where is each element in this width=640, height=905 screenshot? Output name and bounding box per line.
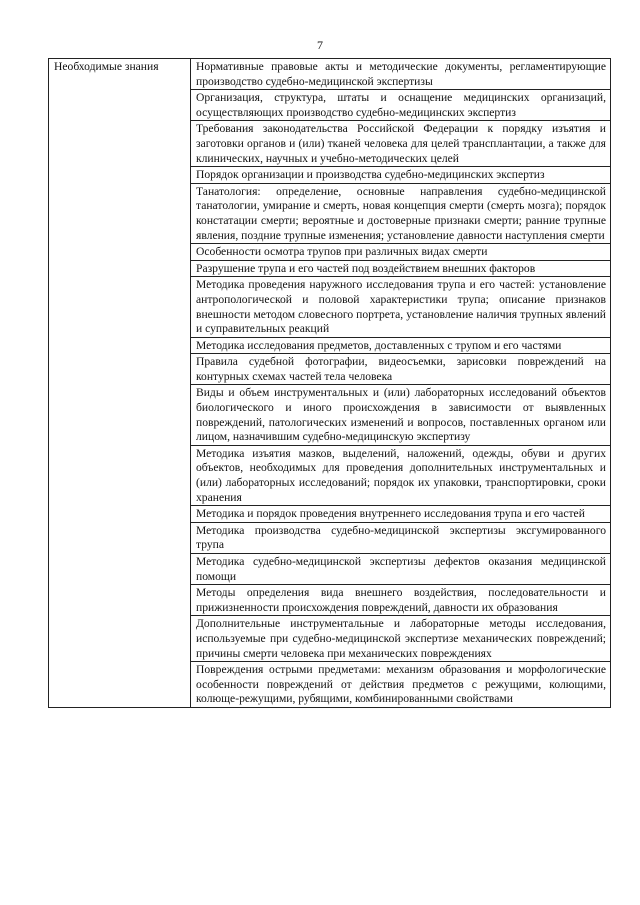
knowledge-item: Особенности осмотра трупов при различных видах смерти [191,244,611,261]
knowledge-item: Методика и порядок проведения внутреннего исследования трупа и его частей [191,506,611,523]
knowledge-item: Повреждения острыми предметами: механизм образования и морфологические особенности повреждений от действия предметов с режущими, колющими, колюще-режущими, рубящими, комбинированными свойствами [191,662,611,708]
knowledge-table [48,58,611,708]
knowledge-item: Порядок организации и производства судебно-медицинских экспертиз [191,167,611,184]
knowledge-item: Методика судебно-медицинской экспертизы дефектов оказания медицинской помощи [191,554,611,585]
table-row [49,59,611,90]
knowledge-item: Методика исследования предметов, доставленных с трупом и его частями [191,337,611,354]
knowledge-item: Нормативные правовые акты и методические документы, регламентирующие производство судебно-медицинской экспертизы [191,59,611,90]
knowledge-item: Методика производства судебно-медицинской экспертизы эксгумированного трупа [191,522,611,553]
page-number: 7 [317,38,323,52]
knowledge-item: Дополнительные инструментальные и лабораторные методы исследования, используемые при судебно-медицинской экспертизе механических повреждений; причины смерти человека при механических повреждениях [191,616,611,662]
knowledge-item: Организация, структура, штаты и оснащение медицинских организаций, осуществляющих производство судебно-медицинских экспертиз [191,90,611,121]
knowledge-item: Танатология: определение, основные направления судебно-медицинской танатологии, умирание и смерть, новая концепция смерти (смерть мозга); порядок констатации смерти; вероятные и достоверные признаки смерти; ранние трупные явления, поздние трупные изменения; установление давности наступления смерти [191,183,611,243]
knowledge-item: Методы определения вида внешнего воздействия, последовательности и прижизненности происхождения повреждений, давности их образования [191,585,611,616]
knowledge-item: Правила судебной фотографии, видеосъемки, зарисовки повреждений на контурных схемах частей тела человека [191,354,611,385]
knowledge-item: Виды и объем инструментальных и (или) лабораторных исследований объектов биологического и иного происхождения в зависимости от выявленных повреждений, патологических изменений и вопросов, поставленных органом или лицом, назначившим судебно-медицинскую экспертизу [191,385,611,445]
knowledge-item: Методика проведения наружного исследования трупа и его частей: установление антропологической и половой характеристики трупа; описание признаков внешности методом словесного портрета, установление наличия трупных явлений и суправительных реакций [191,277,611,337]
section-label: Необходимые знания [49,59,191,708]
knowledge-item: Разрушение трупа и его частей под воздействием внешних факторов [191,260,611,277]
knowledge-item: Требования законодательства Российской Федерации к порядку изъятия и заготовки органов и (или) тканей человека для целей трансплантации, а также для клинических, научных и учебно-методических целей [191,121,611,167]
knowledge-item: Методика изъятия мазков, выделений, наложений, одежды, обуви и других объектов, необходимых для проведения дополнительных инструментальных и (или) лабораторных исследований; порядок их упаковки, транспортировки, сроки хранения [191,445,611,505]
